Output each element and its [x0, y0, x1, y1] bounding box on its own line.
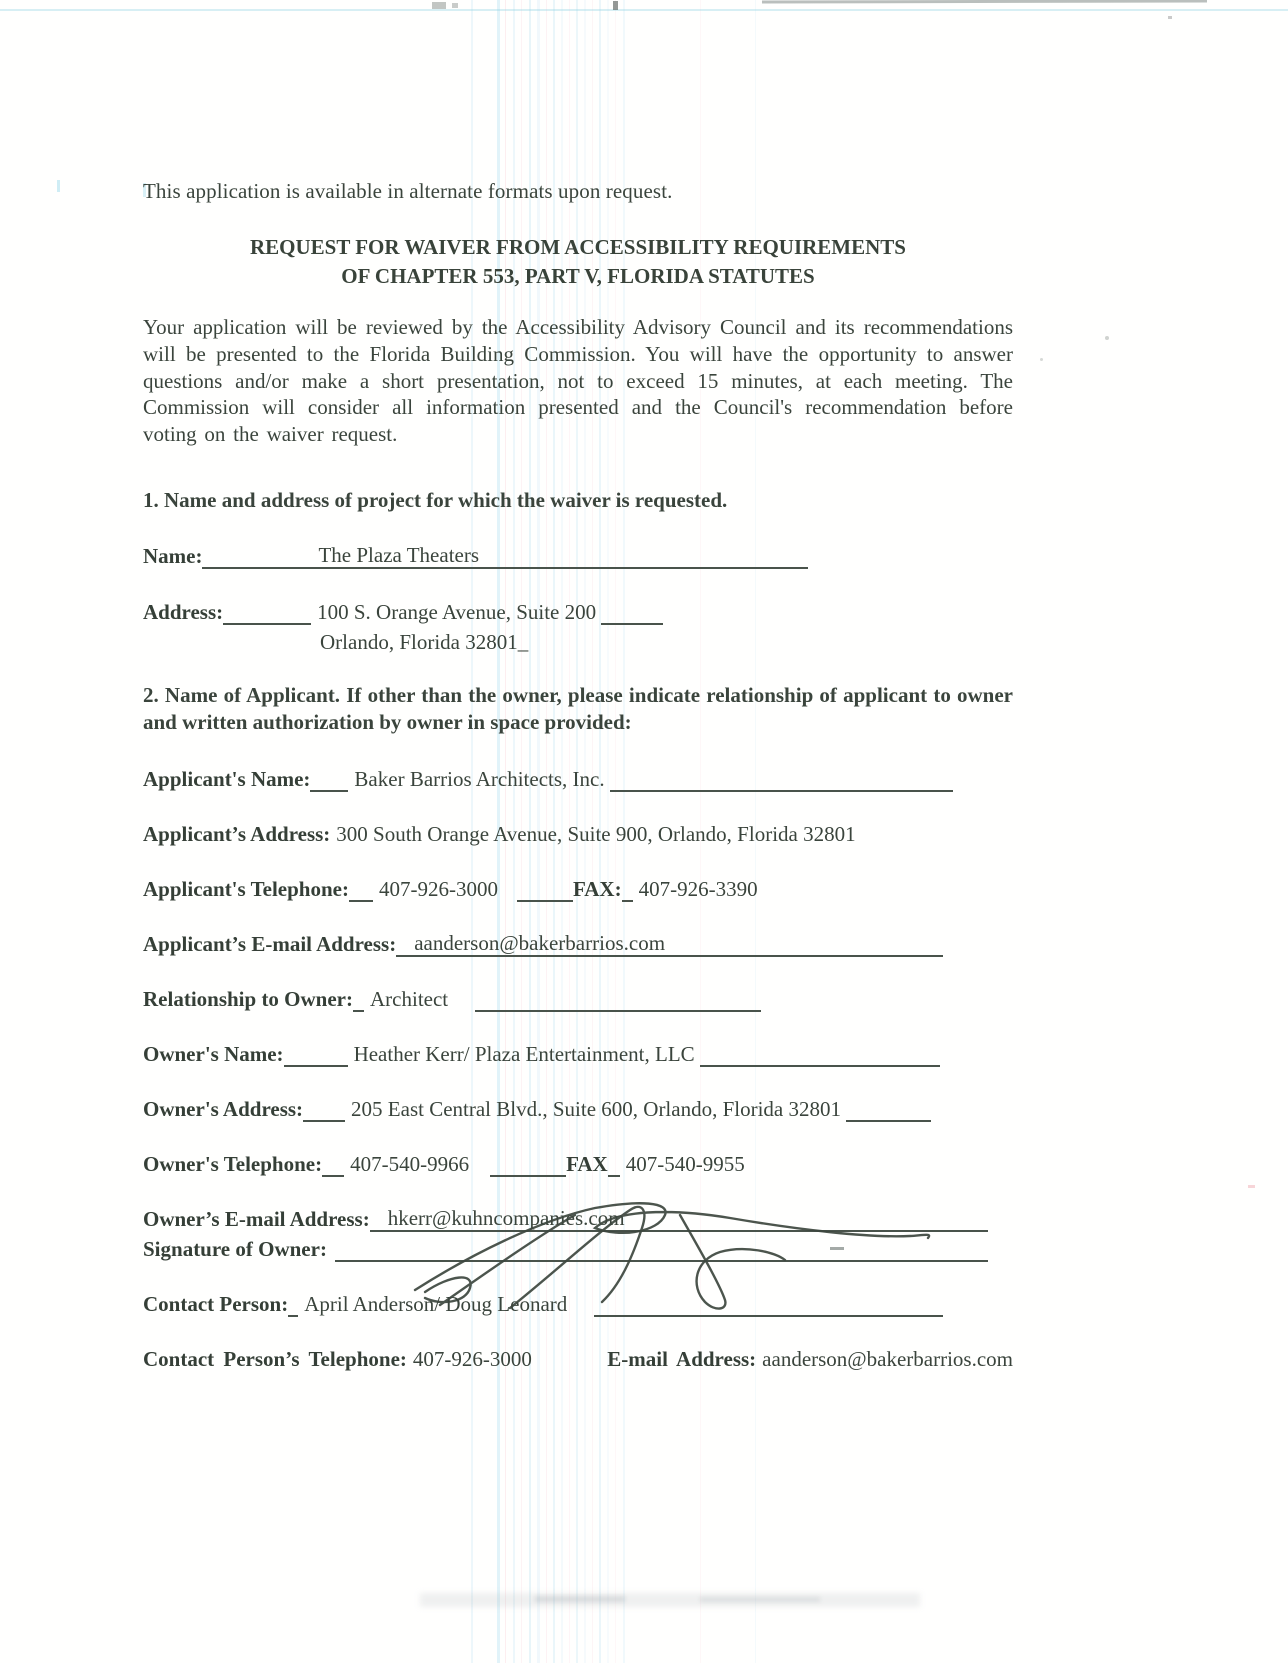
- alternate-formats-notice: This application is available in alternate formats upon request.: [143, 179, 673, 203]
- blank-line: [370, 1207, 382, 1232]
- field-value: hkerr@kuhncompanies.com: [382, 1205, 630, 1232]
- fill-line: [601, 600, 663, 625]
- blank-line: [490, 1152, 566, 1177]
- intro-paragraph: Your application will be reviewed by the Accessibility Advisory Council and its recommendations will be presented to the Florida Building Commission. You will have the opportunity to answer questions and/or make a short presentation, not to exceed 15 minutes, at each meeting. The Commission will consider all information presented and the Council's recommendation before voting on the waiver request.: [143, 315, 1013, 447]
- field-label: Name:: [143, 543, 203, 568]
- scan-smudge: [700, 1597, 820, 1602]
- field-owner-name: [143, 1040, 940, 1067]
- blank-line: [622, 877, 633, 902]
- field-label: Owner’s E-mail Address:: [143, 1206, 370, 1231]
- field-label: Contact Person’s Telephone:: [143, 1346, 407, 1371]
- owner-email-signature-block: [143, 1205, 1013, 1262]
- scan-speck: [1168, 16, 1172, 19]
- field-label: Applicant's Name:: [143, 766, 311, 791]
- scan-line-artifact: [0, 9, 1288, 11]
- section1-heading: 1. Name and address of project for which the waiver is requested.: [143, 487, 728, 512]
- field-label: Signature of Owner:: [143, 1236, 327, 1261]
- field-value: Architect: [370, 986, 449, 1011]
- fax-label: FAX: [566, 1151, 608, 1176]
- fill-line: [594, 1292, 943, 1317]
- field-contact-person: [143, 1290, 943, 1317]
- field-value: Baker Barrios Architects, Inc.: [354, 766, 605, 791]
- field-label: Owner's Address:: [143, 1096, 304, 1121]
- field-value: Orlando, Florida 32801_: [320, 629, 529, 654]
- field-value: 205 East Central Blvd., Suite 600, Orlando, Florida 32801: [351, 1096, 841, 1121]
- field-owner-signature: [143, 1235, 988, 1262]
- scan-smudge: [420, 1593, 920, 1607]
- blank-line: [310, 767, 348, 792]
- field-label: Applicant’s E-mail Address:: [143, 931, 397, 956]
- field-value: April Anderson/ Doug Leonard: [304, 1291, 568, 1316]
- field-value: 300 South Orange Avenue, Suite 900, Orlando, Florida 32801: [336, 821, 856, 846]
- scan-speck: [1040, 358, 1043, 361]
- field-value: Heather Kerr/ Plaza Entertainment, LLC: [353, 1041, 695, 1066]
- email-value: aanderson@bakerbarrios.com: [762, 1346, 1013, 1371]
- field-label: Applicant’s Address:: [143, 821, 331, 846]
- field-label: Address:: [143, 599, 224, 624]
- field-applicant-email: [143, 930, 943, 957]
- field-project-address: [143, 598, 663, 625]
- email-label: E-mail Address:: [607, 1346, 757, 1371]
- scan-speck: [613, 1, 618, 10]
- field-project-name: [143, 542, 808, 569]
- fill-line: [670, 932, 943, 957]
- field-value: aanderson@bakerbarrios.com: [408, 930, 670, 957]
- form-title-line1: REQUEST FOR WAIVER FROM ACCESSIBILITY REQUIREMENTS: [249, 235, 906, 259]
- field-value: 407-926-3000: [378, 876, 498, 901]
- field-applicant-telephone: [143, 875, 1013, 902]
- field-label: Relationship to Owner:: [143, 986, 353, 1011]
- field-owner-address: [143, 1095, 931, 1122]
- form-content: [143, 178, 1013, 1372]
- fill-line: [475, 987, 761, 1012]
- blank-line: [288, 1292, 298, 1317]
- fill-line: [700, 1042, 940, 1067]
- scan-smudge: [535, 1596, 625, 1602]
- blank-line: [396, 932, 408, 957]
- scan-speck: [57, 180, 60, 192]
- fill-line: [846, 1097, 931, 1122]
- field-value: 407-540-9966: [350, 1151, 470, 1176]
- field-project-address-line2: [320, 628, 1013, 655]
- blank-line: [223, 600, 311, 625]
- fax-value: 407-540-9955: [625, 1151, 745, 1176]
- field-owner-email: [143, 1205, 988, 1232]
- blank-line: [322, 1152, 344, 1177]
- field-value: 100 S. Orange Avenue, Suite 200: [317, 599, 597, 624]
- fax-value: 407-926-3390: [638, 876, 758, 901]
- form-title: [143, 233, 1013, 291]
- field-contact-telephone: [143, 1345, 1013, 1372]
- blank-line: [303, 1097, 345, 1122]
- scan-speck: [1105, 336, 1109, 340]
- field-label: Contact Person:: [143, 1291, 289, 1316]
- fill-line: [484, 544, 808, 569]
- blank-line: [608, 1152, 620, 1177]
- field-label: Owner's Name:: [143, 1041, 284, 1066]
- blank-line: [284, 1042, 348, 1067]
- field-label: Applicant's Telephone:: [143, 876, 349, 901]
- scan-edge-artifact: [762, 0, 1207, 3]
- scan-speck: [1248, 1185, 1255, 1188]
- blank-line: [517, 877, 573, 902]
- section2-heading: 2. Name of Applicant. If other than the owner, please indicate relationship of applicant to owner and written authorization by owner in space provided:: [143, 682, 1013, 735]
- form-title-line2: OF CHAPTER 553, PART V, FLORIDA STATUTES: [341, 264, 815, 288]
- scan-speck: [432, 2, 446, 9]
- field-value: 407-926-3000: [412, 1346, 532, 1371]
- fill-line: [630, 1207, 988, 1232]
- field-relationship-to-owner: [143, 985, 761, 1012]
- field-value: The Plaza Theaters: [312, 542, 484, 569]
- field-label: Owner's Telephone:: [143, 1151, 323, 1176]
- field-applicant-address: [143, 820, 1013, 847]
- blank-line: [349, 877, 373, 902]
- fill-line: [610, 767, 953, 792]
- blank-line: [353, 987, 364, 1012]
- blank-line: [202, 544, 312, 569]
- scan-speck: [452, 3, 458, 8]
- signature-line: [335, 1237, 988, 1262]
- field-applicant-name: [143, 765, 953, 792]
- field-owner-telephone: [143, 1150, 1013, 1177]
- fax-label: FAX:: [572, 876, 622, 901]
